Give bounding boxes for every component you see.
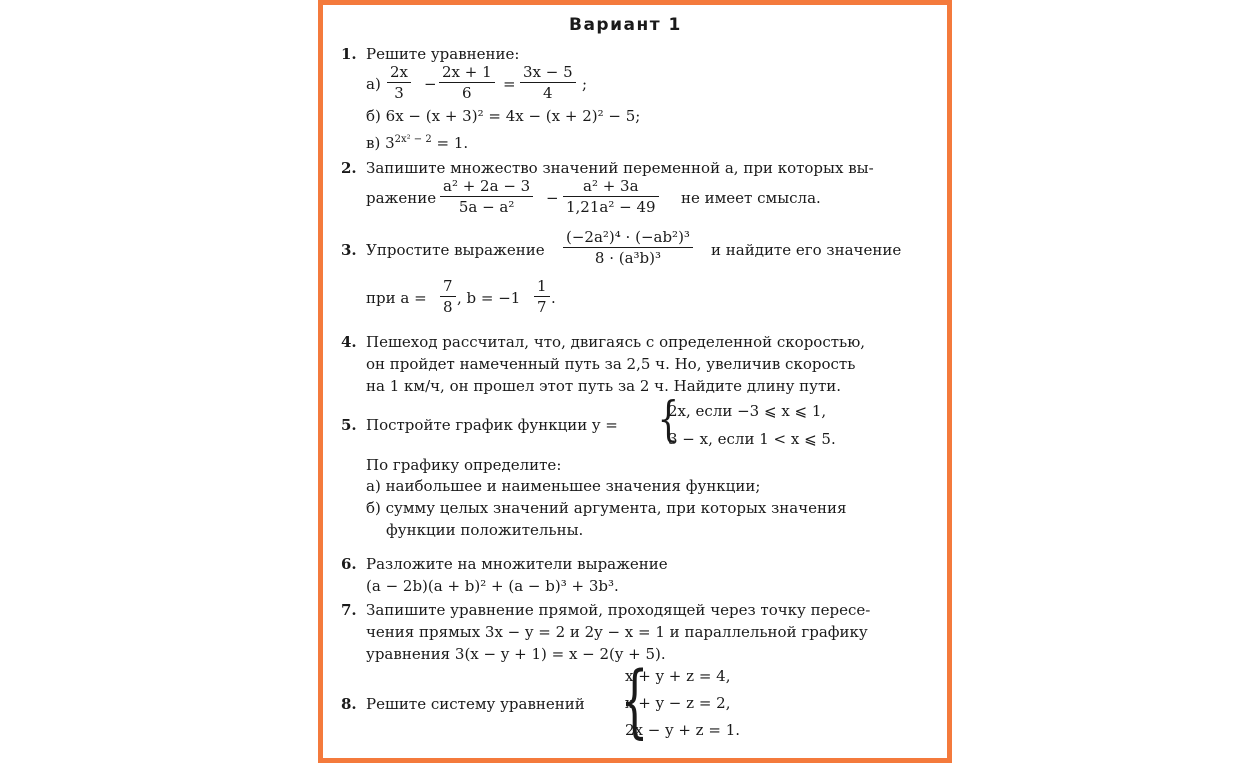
task-1c-exponent: 2x² − 2	[394, 134, 432, 145]
task-2-post: не имеет смысла.	[681, 189, 821, 207]
task-7-line-1: Запишите уравнение прямой, проходящей через точку пересе-	[366, 601, 871, 619]
denominator: 5a − a²	[458, 198, 515, 216]
task-5-sub-1: а) наибольшее и наименьшее значения функции;	[366, 477, 761, 495]
task-7-line-2: чения прямых 3x − y = 2 и 2y − x = 1 и параллельной графику	[366, 623, 868, 641]
task-1a-label: а)	[366, 75, 381, 93]
task-2-fraction-1	[440, 179, 533, 215]
task-5-case-2: 3 − x, если 1 < x ⩽ 5.	[668, 430, 836, 448]
task-1a-fraction-2	[439, 65, 495, 101]
task-3-pre: Упростите выражение	[366, 241, 545, 259]
numerator: (−2a²)⁴ · (−ab²)³	[563, 230, 693, 248]
numerator: 2x	[387, 65, 411, 83]
variant-title: Вариант 1	[569, 15, 682, 35]
task-5-pre: Постройте график функции y =	[366, 416, 618, 434]
task-1c-base: в) 3	[366, 134, 395, 152]
denominator: 8 · (a³b)³	[594, 249, 662, 267]
task-3-number: 3.	[341, 241, 357, 259]
numerator: a² + 3a	[563, 179, 659, 197]
denominator: 4	[543, 84, 553, 102]
task-5-sub-3: функции положительны.	[386, 521, 584, 539]
task-1-number: 1.	[341, 45, 357, 63]
minus-sign: −	[546, 189, 559, 207]
worksheet-page	[323, 5, 947, 758]
equals-sign: =	[503, 75, 516, 93]
task-1a-fraction-3	[520, 65, 576, 101]
task-8-eq-2: x + y − z = 2,	[625, 694, 731, 712]
numerator: 3x − 5	[520, 65, 576, 83]
task-3-post: и найдите его значение	[711, 241, 902, 259]
task-2-number: 2.	[341, 159, 357, 177]
denominator: 7	[537, 298, 547, 316]
denominator: 8	[443, 298, 453, 316]
task-4-number: 4.	[341, 333, 357, 351]
task-8-eq-3: 2x − y + z = 1.	[625, 721, 741, 739]
task-1-text: Решите уравнение:	[366, 45, 520, 63]
task-5-number: 5.	[341, 416, 357, 434]
task-2-pre: ражение	[366, 189, 437, 207]
task-3-b-part: , b = −1	[457, 289, 521, 307]
task-3-a-fraction	[440, 279, 456, 315]
task-3-b-fraction	[534, 279, 550, 315]
task-8-pre: Решите систему уравнений	[366, 695, 585, 713]
worksheet-frame	[318, 0, 952, 763]
task-1a-fraction-1	[387, 65, 411, 101]
task-3-when: при a =	[366, 289, 427, 307]
task-1c-rest: = 1.	[431, 134, 469, 152]
minus-sign: −	[424, 75, 437, 93]
numerator: 7	[440, 279, 456, 297]
task-5-sub-0: По графику определите:	[366, 456, 562, 474]
task-3-fraction	[563, 230, 693, 266]
task-8-number: 8.	[341, 695, 357, 713]
task-6-line-2: (a − 2b)(a + b)² + (a − b)³ + 3b³.	[366, 577, 619, 595]
semicolon: ;	[582, 75, 588, 93]
task-2-fraction-2	[563, 179, 659, 215]
denominator: 1,21a² − 49	[566, 198, 656, 216]
task-6-line-1: Разложите на множители выражение	[366, 555, 668, 573]
task-1b-equation: б) 6x − (x + 3)² = 4x − (x + 2)² − 5;	[366, 107, 641, 125]
denominator: 6	[462, 84, 472, 102]
task-5-case-1: 2x, если −3 ⩽ x ⩽ 1,	[668, 402, 827, 420]
task-8-eq-1: x + y + z = 4,	[625, 667, 731, 685]
task-6-number: 6.	[341, 555, 357, 573]
left-brace-icon: {	[657, 391, 679, 447]
numerator: 1	[534, 279, 550, 297]
task-4-line-2: он пройдет намеченный путь за 2,5 ч. Но, увеличив скорость	[366, 355, 856, 373]
left-brace-icon: {	[620, 654, 649, 747]
task-4-line-1: Пешеход рассчитал, что, двигаясь с определенной скоростью,	[366, 333, 866, 351]
denominator: 3	[394, 84, 404, 102]
task-1c-equation	[366, 136, 468, 151]
numerator: a² + 2a − 3	[440, 179, 533, 197]
task-7-number: 7.	[341, 601, 357, 619]
task-4-line-3: на 1 км/ч, он прошел этот путь за 2 ч. Найдите длину пути.	[366, 377, 842, 395]
task-5-sub-2: б) сумму целых значений аргумента, при которых значения	[366, 499, 847, 517]
numerator: 2x + 1	[439, 65, 495, 83]
task-2-line-1: Запишите множество значений переменной a, при которых вы-	[366, 159, 874, 177]
period: .	[551, 289, 556, 307]
task-7-line-3: уравнения 3(x − y + 1) = x − 2(y + 5).	[366, 645, 666, 663]
